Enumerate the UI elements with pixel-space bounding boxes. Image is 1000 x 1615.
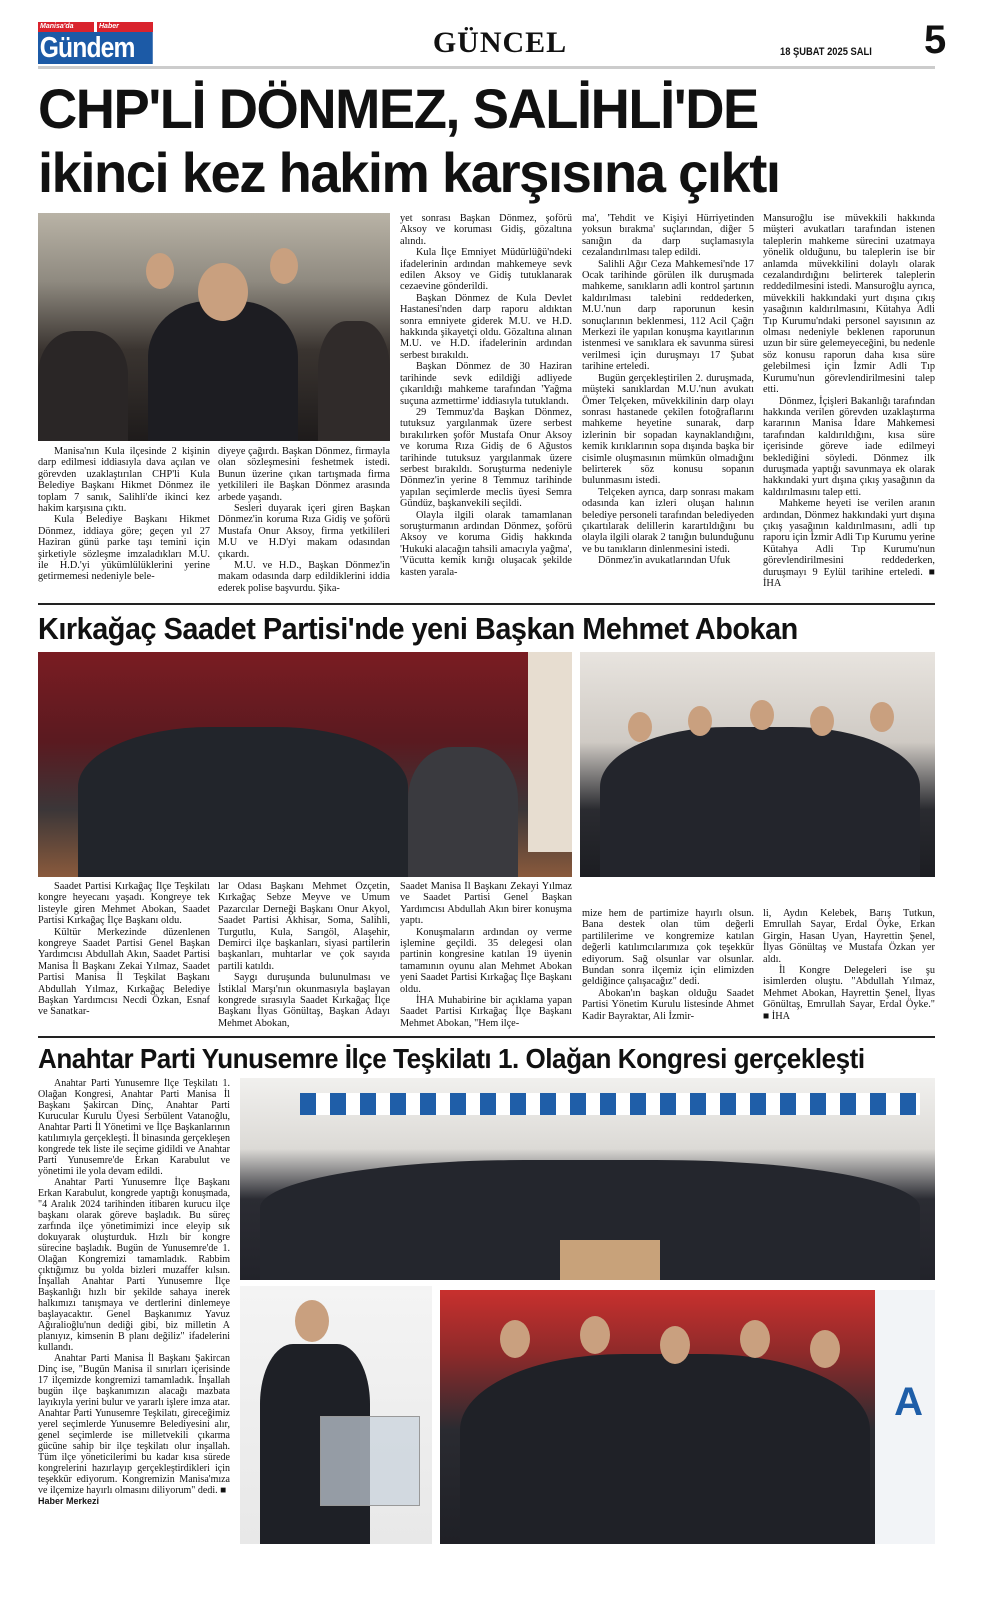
- header-rule: [38, 66, 935, 69]
- photo-ballot-box: [240, 1286, 432, 1544]
- headline-1-line-2: ikinci kez hakim karşısına çıktı: [38, 141, 780, 204]
- article-1-col-1: Manisa'nın Kula ilçesinde 2 kişinin darp edilmesi iddiasıyla dava açılan ve görevden uzaklaştırılan CHP'li Kula Belediye Başkanı Hikmet Dönmez ile toplam 7 sanık, Salihli'de ikinci kez hakim karşısına çıktı. Kula Belediye Başkanı Hikmet Dönmez, iddiaya göre; geçen yıl 27 Haziran günü parke taşı temini için şirketiyle sözleşme imzaladıkları M.U. ile H.D.'yi yükümlülüklerini yerine getirmemesi nedeniyle bele-: [38, 446, 210, 583]
- article-divider: [38, 603, 935, 605]
- article-2-col-1: Saadet Partisi Kırkağaç İlçe Teşkilatı kongre heyecanı yaşadı. Kongreye tek listeyle giren Mehmet Abokan, Saadet Partisi Kırkağaç İlçe Başkanı oldu. Kültür Merkezinde düzenlenen kongreye Saadet Partisi Genel Başkan Yardımcısı Abdullah Akın, Saadet Partisi Manisa İl Başkanı Zekai Yılmaz, Saadet Partisi Manisa İl Teşkilat Başkanı Abdullah Yılmaz, Kırkağaç Belediye Başkan Yardımcısı Necdi Özkan, Esnaf ve Sanatkar-: [38, 881, 210, 1018]
- logo-tagline: Manisa'da: [38, 22, 94, 32]
- article-2-col-4: mize hem de partimize hayırlı olsun. Bana destek olan tüm değerli partililerime ve kongremize katılan değerli katılımcılarımıza çok teşekkür ediyorum. Sağ olsunlar var olsunlar. Bundan sonra ilçemiz için elimizden geldiğince çalışacağız" dedi. Abokan'ın başkan olduğu Saadet Partisi Yönetim Kurulu listesinde Ahmet Kadir Bayraktar, Ali İzmir-: [582, 908, 754, 1022]
- logo-tag: Haber: [97, 22, 153, 32]
- article-2-col-5: li, Aydın Kelebek, Barış Tutkun, Emrullah Sayar, Erdal Öyke, Erkan Girgin, Hasan Uyan, Hayrettin Şenel, İlyas Gönültaş ve Mustafa Özkan yer aldı. İl Kongre Delegeleri ise şu isimlerden oluştu. "Abdullah Yılmaz, Mehmet Abokan, Hayrettin Şenel, İlyas Gönültaş, Emrullah Sayar, Erdal Öyke." ■ İHA: [763, 908, 935, 1022]
- photo-donmez-crowd: [38, 213, 390, 441]
- article-divider: [38, 1036, 935, 1038]
- logo-text: Gündem: [38, 32, 153, 64]
- article-2-col-2: lar Odası Başkanı Mehmet Özçetin, Kırkağaç Sebze Meyve ve Umum Pazarcılar Derneği Başkanı Onur Akyol, Saadet Partisi Akhisar, Soma, Salihli, Turgutlu, Kula, Sarıgöl, Alaşehir, Demirci ilçe başkanları, siyasi partilerin başkanları, muhtarlar ve çok sayıda partili katıldı. Saygı duruşunda bulunulması ve İstiklal Marşı'nın okunmasıyla başlayan kongrede sırasıyla Saadet Kırkağaç İlçe Başkanı İlyas Gönültaş, Başkan Adayı Mehmet Abokan,: [218, 881, 390, 1029]
- issue-date: 18 ŞUBAT 2025 SALI: [780, 46, 872, 58]
- article-1-col-4: ma', 'Tehdit ve Kişiyi Hürriyetinden yoksun bırakma' suçlarından, diğer 5 sanığın da darp suçlamasıyla cezalandırılması talep edildi. Salihli Ağır Ceza Mahkemesi'nde 17 Ocak tarihinde görülen ilk duruşmada mahkeme, sanıkların adli kontrol şartının kaldırılması talebini reddederken, M.U.'nun darp raporunun kesin sonuçlarının beklenmesi, 112 Acil Çağrı Merkezi ile yapılan konuşma kayıtlarının istenmesi ve sanıklara ek savunma süresi verilmesi için duruşmayı 17 Şubat tarihine erteledi. Bugün gerçekleştirilen 2. duruşmada, müşteki sanıklardan M.U.'nun avukatı Ömer Telçeken, müvekkilinin darp olayı sonrası hastanede çekilen fotoğraflarını mahkeme heyetine sunarak, darp izlerinin bir sopadan kaynaklandığını, kemik kırıklarının sopa dışında başka bir cisimle oluşmasının mümkün olmadığını belirterek söz konusu sopanın bulunmasını istedi. Telçeken ayrıca, darp sonrası makam odasında kan izleri oluşan halının belediye personeli tarafından belediyeden çıkartılarak delillerin karartıldığını bu olayla ilgili olarak 2 tanığın bulunduğunu ve bu tanıkların dinlenmesini istedi. Dönmez'in avukatlarından Ufuk: [582, 213, 754, 567]
- photo-anahtar-officials: A: [440, 1290, 935, 1544]
- article-1-col-5: Mansuroğlu ise müvekkili hakkında müşteri avukatları tarafından istenen taleplerin mahkeme sürecini uzatmaya yönelik olduğunu, bu taleplerin ise bir anlamda müvekkilini dolaylı olarak cezalandırdığını belirterek taleplerin reddedilmesini istedi. Mansuroğlu ayrıca, müvekkili hakkındaki yurt dışına çıkış yasağının kaldırılmasını, Kütahya Adli Tıp Kurumu'ndaki personel sayısının az olması nedeniyle beklenen raporunun uzun bir süre gelemeyeceğini, bu nedenle söz konusu raporun daha kısa süre gelebilmesi için İzmir Adli Tıp Kurumu'nun görevlendirilmesini talep etti. Dönmez, İçişleri Bakanlığı tarafından hakkında verilen görevden uzaklaştırma kararının Manisa İdare Mahkemesi tarafından kaldırıldığını, kısa süre içerisinde göreve iade edilmeyi beklediğini söyledi. Dönmez ilk duruşmada yaptığı savunmaya ek olarak hakkındaki yurt dışına çıkış yasağının da kaldırılmasını talep etti. Mahkeme heyeti ise verilen aranın ardından, Dönmez hakkındaki yurt dışına çıkış yasağının kaldırılmasını, adli tıp raporu için İzmir Adli Tıp Kurumu yerine Kütahya Adli Tıp Kurumu'nun görevlendirilmesini reddederken, duruşmayı 9 Eylül tarihine erteledi. ■ İHA: [763, 213, 935, 589]
- page-number: 5: [924, 18, 947, 62]
- headline-1-line-1: CHP'Lİ DÖNMEZ, SALİHLİ'DE: [38, 77, 758, 140]
- article-1-col-3: yet sonrası Başkan Dönmez, şoförü Aksoy ve koruması Gidiş, gözaltına alındı. Kula İlçe Emniyet Müdürlüğü'ndeki ifadelerinin ardından mahkemeye sevk edilen Aksoy ve Gidiş tutuklanarak cezaevine gönderildi. Başkan Dönmez de Kula Devlet Hastanesi'nden darp raporu aldıktan sonra emniyete giderek M.U. ve H.D. hakkında şikayetçi oldu. Gözaltına alınan M.U. ve H.D. ifadelerinin ardından serbest bırakıldı. Başkan Dönmez de 30 Haziran tarihinde sevk edildiği adliyede çıkarıldığı mahkeme tarafından 'Yağma suçuna azmettirme' iddiasıyla tutuklandı. 29 Temmuz'da Başkan Dönmez, tutuksuz yargılanmak üzere serbest bırakılırken şoför Mustafa Onur Aksoy ve koruma Rıza Gidiş de 6 Ağustos tarihinde tutuksuz yargılanmak üzere serbest bırakıldı. Soruşturma nedeniyle Dönmez'in yerine 8 Temmuz tarihinde yapılan seçimlerde meclis üyesi Semra Gündüz, başkanvekili seçildi. Olayla ilgili olarak tamamlanan soruşturmanın ardından Dönmez, şoförü Aksoy ve koruma Gidiş hakkında 'Hukuki alacağın tahsili amacıyla yağma', 'Vücutta kemik kırığı oluşacak şekilde kasten yarala-: [400, 213, 572, 578]
- article-3-col-1: Anahtar Parti Yunusemre İlçe Teşkilatı 1. Olağan Kongresi, Anahtar Parti Manisa İl Başkanı Şakircan Dinç, Anahtar Parti Kurucular Kurulu Üyesi Serbülent Vatanoğlu, Anahtar Parti İl Yönetimi ve İlçe Başkanlarının katılımıyla gerçekleşti. İl binasında gerçekleşen kongrede tek liste ile seçime gidildi ve Anahtar Parti Yunusemre'de Erkan Karabulut ve yönetimi ile yola devam edildi. Anahtar Parti Yunusemre İlçe Başkanı Erkan Karabulut, kongrede yaptığı konuşmada, "4 Aralık 2024 tarihinden itibaren kurucu ilçe başkanı olarak göreve başladık. Bu süreç zarfında ilçe yönetimimizi ince eleyip sık dokuyarak oluşturduk. Hızlı bir kongre sürecine başladık. Bugün de Yunusemre'de 1. Olağan Kongremizi tamamladık. Rabbim çıktığımız bu yolda bizleri muzaffer kılsın. İnşallah Anahtar Parti Yunusemre İlçe Başkanlığı hızlı bir şekilde sahaya inerek halkımızı tanışmaya ve dertlerini dinlemeye başlayacaktır. Genel Başkanımız Yavuz Ağıralioğlu'nun dediği gibi, biz milletin A planıyız, kimsenin B planı değiliz" ifadelerini kullandı. Anahtar Parti Manisa İl Başkanı Şakircan Dinç ise, "Bugün Manisa il sınırları içerisinde 17 ilçemizde kongremizi tamamladık. İnşallah bugün ilçe başkanımızın alacağı mazbata layıkıyla yerini bulur ve yararlı işlere imza atar. Anahtar Parti Yunusemre Teşkilatı, gireceğimiz yerel seçimlerde Yunusemre Belediyesini alır, genel seçimlerde ise milletvekili çıkarma gücüne sahip bir ilçe teşkilatı olur inşallah. Tüm ilçe yöneticilerimi bu kadar kısa sürede kongrelerini hazırlayıp gerçekleştirdikleri için teşekkür ediyorum. Kongremizin Manisa'mıza ve ilçemize hayırlı olmasını diliyorum" dedi. ■ Haber Merkezi: [38, 1078, 230, 1506]
- photo-saadet-officials: [580, 652, 935, 877]
- article-1-col-2: diyeye çağırdı. Başkan Dönmez, firmayla olan sözleşmesini feshetmek istedi. Bunun üzerine çıkan tartışmada firma yetkilileri ile Başkan Dönmez arasında arbede yaşandı. Sesleri duyarak içeri giren Başkan Dönmez'in koruma Rıza Gidiş ve şoförü Mustafa Onur Aksoy, firma yetkilileri M.U ve H.D'yi makam odasından çıkardı. M.U. ve H.D., Başkan Dönmez'in makam odasında darp edildiklerini iddia ederek polise başvurdu. Şika-: [218, 446, 390, 594]
- headline-2: Kırkağaç Saadet Partisi'nde yeni Başkan Mehmet Abokan: [38, 611, 798, 646]
- article-2-col-3: Saadet Manisa İl Başkanı Zekayi Yılmaz ve Saadet Partisi Genel Başkan Yardımcısı Abdullah Akın birer konuşma yaptı. Konuşmaların ardından oy verme işlemine geçildi. 35 delegesi olan partinin kongresine katılan 19 üyenin tamamının oyunu alan Mehmet Abokan yeni Saadet Partisi Kırkağaç İlçe Başkanı oldu. İHA Muhabirine bir açıklama yapan Saadet Partisi Kırkağaç İlçe Başkanı Mehmet Abokan, "Hem ilçe-: [400, 881, 572, 1029]
- section-title: GÜNCEL: [432, 26, 568, 59]
- photo-saadet-congress-stage: [38, 652, 572, 877]
- photo-anahtar-congress-group: [240, 1078, 935, 1280]
- headline-3: Anahtar Parti Yunusemre İlçe Teşkilatı 1. Olağan Kongresi gerçekleşti: [38, 1043, 865, 1074]
- byline: Haber Merkezi: [38, 1496, 100, 1506]
